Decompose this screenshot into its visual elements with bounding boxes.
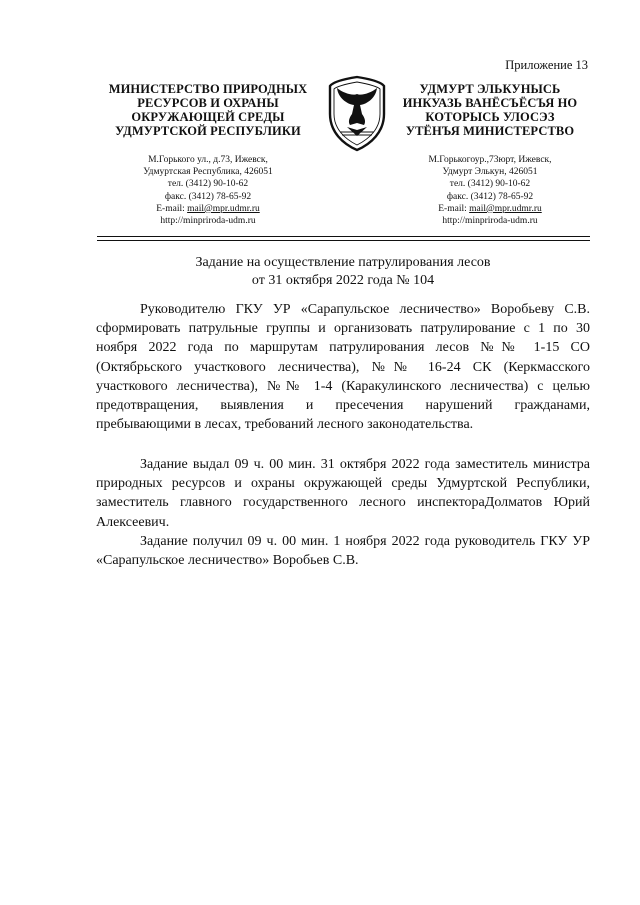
ministry-name-russian bbox=[108, 82, 308, 138]
email-row bbox=[108, 203, 308, 215]
ministry-name-line: ИНКУАЗЬ ВАНЁСЪЁСЪЯ НО bbox=[402, 96, 578, 110]
header-divider-thin bbox=[97, 240, 590, 241]
email-link[interactable]: mail@mpr.udmr.ru bbox=[187, 203, 260, 214]
phone: тел. (3412) 90-10-62 bbox=[449, 179, 531, 190]
ministry-header-russian bbox=[108, 82, 308, 227]
document-title-date: от 31 октября 2022 года № 104 bbox=[251, 273, 435, 288]
ministry-name-line: РЕСУРСОВ И ОХРАНЫ bbox=[137, 96, 279, 110]
document-title bbox=[96, 254, 590, 290]
address-line: Удмуртская Республика, 426051 bbox=[143, 167, 273, 178]
website-link[interactable]: http://minpriroda-udm.ru bbox=[442, 216, 538, 227]
address-line: Удмурт Элькун, 426051 bbox=[442, 167, 538, 178]
ministry-header-udmurt bbox=[390, 82, 590, 227]
ministry-name-udmurt bbox=[390, 82, 590, 138]
fax: факс. (3412) 78-65-92 bbox=[164, 191, 252, 202]
appendix-label: Приложение 13 bbox=[505, 58, 588, 72]
ministry-name-line: ОКРУЖАЮЩЕЙ СРЕДЫ bbox=[131, 110, 285, 124]
ministry-name-line: КОТОРЫСЬ УЛОСЭЗ bbox=[425, 110, 555, 124]
email-link[interactable]: mail@mpr.udmr.ru bbox=[469, 203, 542, 214]
ministry-name-line: УДМУРТСКОЙ РЕСПУБЛИКИ bbox=[115, 124, 301, 138]
issued-by-paragraph: Задание выдал 09 ч. 00 мин. 31 октября 2022 года заместитель министра природных ресурсов и охраны окружающей среды Удмуртской Республики, заместитель главного государственного лесного инспектораДолматов Юрий Алексеевич. bbox=[96, 457, 590, 530]
udmurt-emblem-icon bbox=[326, 74, 388, 152]
contacts-udmurt bbox=[390, 154, 590, 227]
address-line: М.Горькогоур.,73юрт, Ижевск, bbox=[428, 155, 552, 165]
ministry-name-line: УТЁНЪЯ МИНИСТЕРСТВО bbox=[405, 124, 575, 138]
phone: тел. (3412) 90-10-62 bbox=[167, 179, 249, 190]
website-link[interactable]: http://minpriroda-udm.ru bbox=[160, 216, 256, 227]
ministry-name-line: УДМУРТ ЭЛЬКУНЫСЬ bbox=[419, 82, 561, 96]
email-row bbox=[390, 203, 590, 215]
fax: факс. (3412) 78-65-92 bbox=[446, 191, 534, 202]
document-title-line: Задание на осуществление патрулирования лесов bbox=[195, 255, 491, 270]
task-paragraph: Руководителю ГКУ УР «Сарапульское лесничество» Воробьеву С.В. сформировать патрульные группы и организовать патрулирование с 1 по 30 ноября 2022 года по маршрутам патрулирования лесов №№ 1-15 СО (Октябрьского участкового лесничества), №№ 16-24 СК (Керкмасского участкового лесничества), №№ 1-4 (Каракулинского лесничества) с целью предотвращения, выявления и пресечения нарушений гражданами, пребывающими в лесах, требований лесного законодательства. bbox=[96, 302, 590, 433]
header-divider-thick bbox=[97, 236, 590, 237]
received-by-paragraph: Задание получил 09 ч. 00 мин. 1 ноября 2022 года руководитель ГКУ УР «Сарапульское лесничество» Воробьев С.В. bbox=[96, 534, 590, 569]
email-label: E-mail: bbox=[156, 203, 188, 214]
contacts-russian bbox=[108, 154, 308, 227]
address-line: М.Горького ул., д.73, Ижевск, bbox=[148, 155, 268, 165]
ministry-name-line: МИНИСТЕРСТВО ПРИРОДНЫХ bbox=[108, 82, 308, 96]
email-label: E-mail: bbox=[438, 203, 470, 214]
